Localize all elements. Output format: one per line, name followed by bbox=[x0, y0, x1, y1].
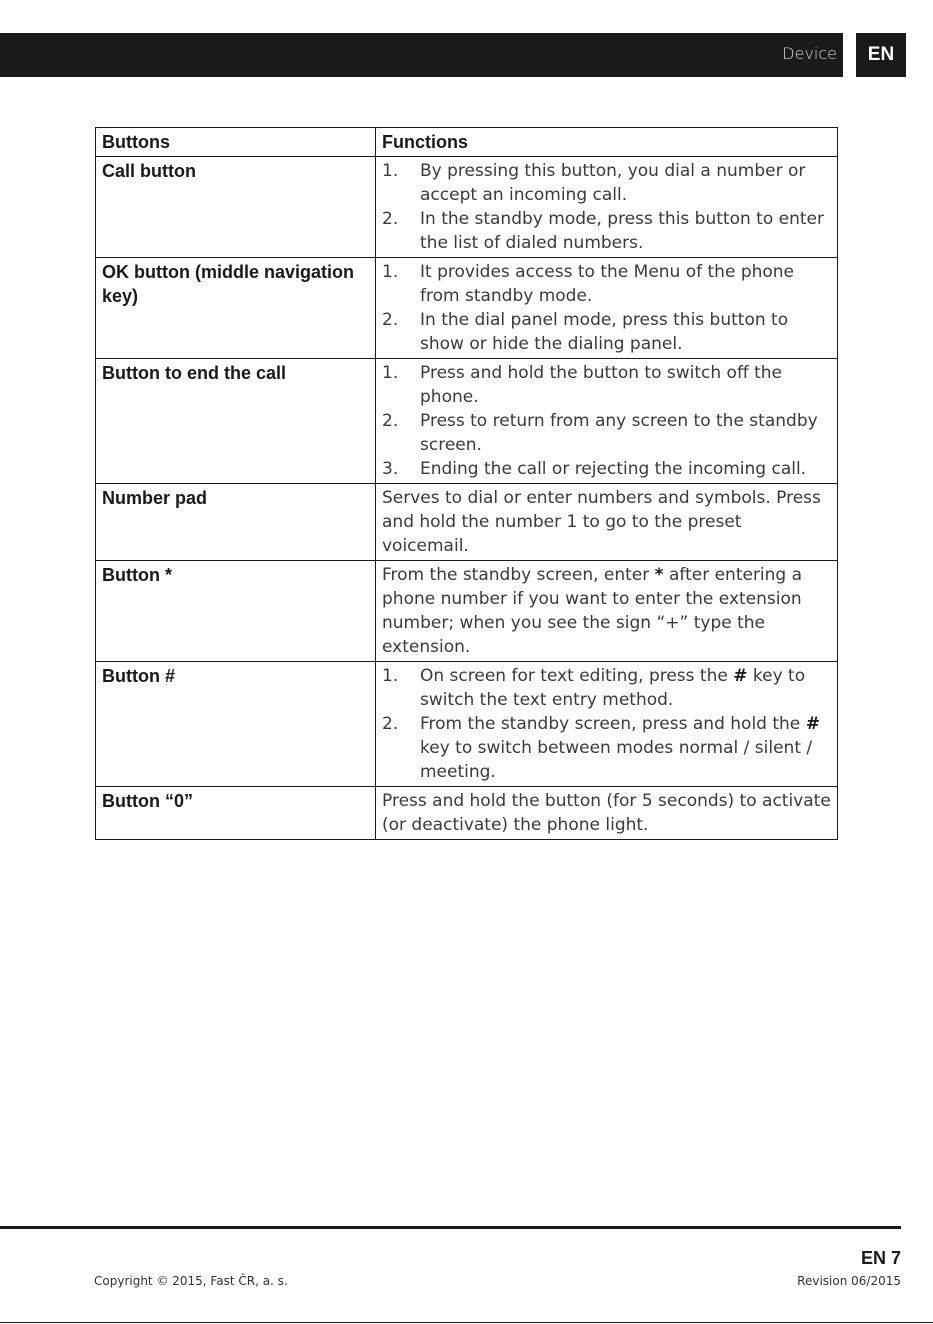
button-name-text: Button bbox=[102, 565, 160, 585]
star-icon: * bbox=[165, 565, 173, 585]
list-item bbox=[382, 260, 831, 308]
function-list bbox=[382, 260, 831, 356]
table-row bbox=[96, 484, 838, 561]
button-functions-table bbox=[95, 127, 838, 840]
function-list bbox=[382, 664, 831, 784]
footer-divider bbox=[0, 1226, 901, 1229]
button-name bbox=[96, 561, 376, 662]
function-list bbox=[382, 159, 831, 255]
button-name bbox=[96, 662, 376, 787]
list-number: 2. bbox=[382, 310, 399, 330]
button-name: Button “0” bbox=[96, 787, 376, 840]
button-function bbox=[376, 662, 838, 787]
hash-icon: # bbox=[733, 666, 748, 686]
section-title: Device bbox=[782, 44, 837, 63]
header-bar bbox=[0, 33, 843, 77]
hash-icon: # bbox=[805, 714, 820, 734]
list-number: 3. bbox=[382, 459, 399, 479]
function-text: key to switch between modes normal / silent / meeting. bbox=[420, 738, 813, 782]
list-text: It provides access to the Menu of the phone from standby mode. bbox=[420, 262, 795, 306]
list-item bbox=[382, 457, 831, 481]
button-function bbox=[376, 157, 838, 258]
button-function: Press and hold the button (for 5 seconds) to activate (or deactivate) the phone light. bbox=[376, 787, 838, 840]
list-number: 2. bbox=[382, 714, 399, 734]
list-item bbox=[382, 207, 831, 255]
function-text: after entering a phone number if you want to enter the extension number; when you see the sign “+” type the extension. bbox=[382, 565, 803, 657]
list-text bbox=[420, 664, 831, 712]
list-text: Press to return from any screen to the standby screen. bbox=[420, 411, 818, 455]
list-item bbox=[382, 712, 831, 784]
button-name: Call button bbox=[96, 157, 376, 258]
revision-text: Revision 06/2015 bbox=[797, 1274, 901, 1288]
list-text: In the dial panel mode, press this button to show or hide the dialing panel. bbox=[420, 310, 789, 354]
function-text: On screen for text editing, press the bbox=[420, 666, 728, 686]
button-function: Serves to dial or enter numbers and symbols. Press and hold the number 1 to go to the preset voicemail. bbox=[376, 484, 838, 561]
table-row bbox=[96, 787, 838, 840]
button-name: Number pad bbox=[96, 484, 376, 561]
hash-icon: # bbox=[165, 666, 176, 686]
list-text bbox=[420, 712, 831, 784]
list-item bbox=[382, 409, 831, 457]
button-function bbox=[376, 258, 838, 359]
list-number: 1. bbox=[382, 666, 399, 686]
function-text: From the standby screen, press and hold the bbox=[420, 714, 801, 734]
table-row bbox=[96, 258, 838, 359]
button-function bbox=[376, 359, 838, 484]
list-number: 2. bbox=[382, 209, 399, 229]
list-text: By pressing this button, you dial a number or accept an incoming call. bbox=[420, 161, 806, 205]
copyright-text: Copyright © 2015, Fast ČR, a. s. bbox=[94, 1274, 288, 1288]
table-row bbox=[96, 157, 838, 258]
table-row bbox=[96, 561, 838, 662]
page-number: EN 7 bbox=[860, 1248, 901, 1268]
table-row bbox=[96, 359, 838, 484]
list-item bbox=[382, 159, 831, 207]
list-text: Press and hold the button to switch off the phone. bbox=[420, 363, 782, 407]
button-name: OK button (middle navigation key) bbox=[96, 258, 376, 359]
language-badge: EN bbox=[856, 33, 906, 77]
list-item bbox=[382, 361, 831, 409]
table-header-row bbox=[96, 128, 838, 157]
button-name: Button to end the call bbox=[96, 359, 376, 484]
list-text: In the standby mode, press this button to enter the list of dialed numbers. bbox=[420, 209, 824, 253]
list-item bbox=[382, 308, 831, 356]
column-header-buttons: Buttons bbox=[96, 128, 376, 157]
list-item bbox=[382, 664, 831, 712]
list-number: 1. bbox=[382, 363, 399, 383]
function-list bbox=[382, 361, 831, 481]
list-text: Ending the call or rejecting the incoming call. bbox=[420, 459, 807, 479]
column-header-functions: Functions bbox=[376, 128, 838, 157]
bottom-divider bbox=[0, 1322, 933, 1323]
function-text: From the standby screen, enter bbox=[382, 565, 650, 585]
button-function bbox=[376, 561, 838, 662]
list-number: 1. bbox=[382, 161, 399, 181]
list-number: 2. bbox=[382, 411, 399, 431]
list-number: 1. bbox=[382, 262, 399, 282]
button-name-text: Button bbox=[102, 666, 160, 686]
table-row bbox=[96, 662, 838, 787]
star-icon: * bbox=[654, 565, 664, 585]
function-text: key to switch the text entry method. bbox=[420, 666, 806, 710]
